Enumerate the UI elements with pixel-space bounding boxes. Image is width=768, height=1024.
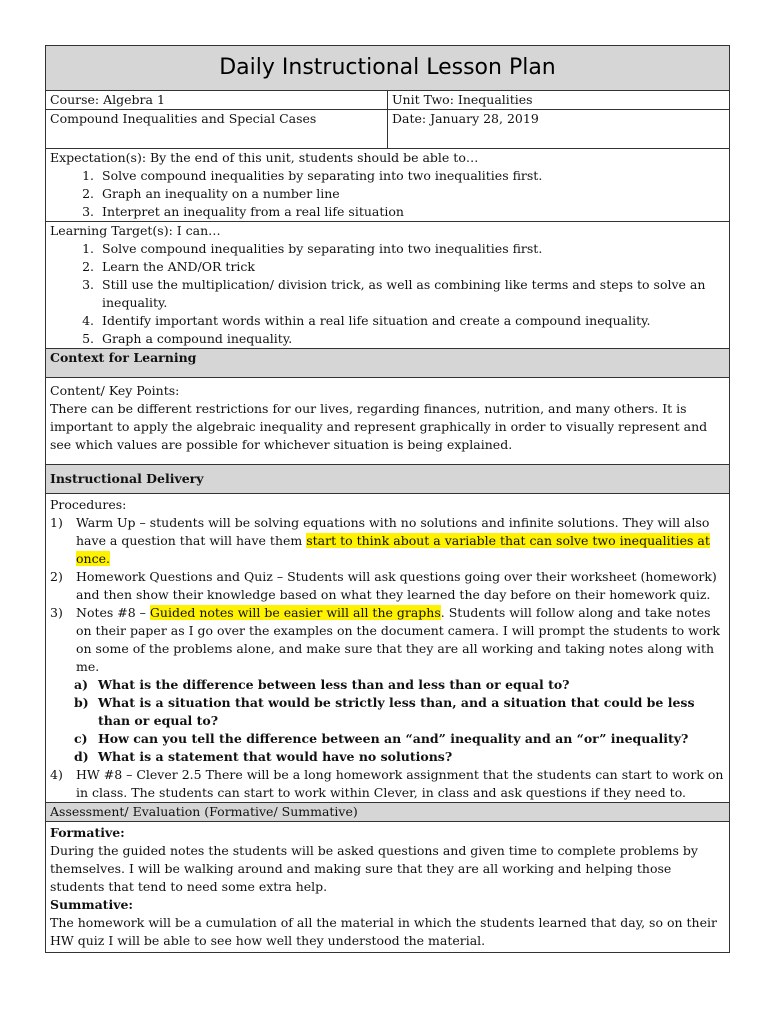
guiding-questions-list: [50, 676, 725, 766]
procedure-item: [50, 568, 725, 604]
item-number: 3): [50, 605, 63, 620]
course-cell: Course: Algebra 1: [46, 91, 388, 109]
question-item: [50, 730, 725, 748]
question-text: What is a statement that would have no solutions?: [98, 749, 453, 764]
expectations-intro: Expectation(s): By the end of this unit, students should be able to…: [50, 150, 479, 165]
list-item: 1. Solve compound inequalities by separating into two inequalities first.: [98, 167, 725, 185]
learning-targets-section: [46, 222, 729, 349]
item-letter: a): [74, 677, 89, 692]
question-text: What is the difference between less than and less than or equal to?: [98, 677, 570, 692]
lesson-title-cell: Compound Inequalities and Special Cases: [46, 110, 388, 148]
list-item: 2. Graph an inequality on a number line: [98, 185, 725, 203]
assessment-header: Assessment/ Evaluation (Formative/ Summative): [46, 803, 729, 822]
procedure-item: [50, 604, 725, 676]
procedure-item: [50, 514, 725, 568]
procedures-label: Procedures:: [50, 497, 127, 512]
list-item: 1. Solve compound inequalities by separating into two inequalities first.: [98, 240, 725, 258]
learning-targets-intro: Learning Target(s): I can…: [50, 223, 221, 238]
procedure-text: HW #8 – Clever 2.5 There will be a long homework assignment that the students can start to work on in class. The students can start to work within Clever, in class and ask questions if they need to.: [76, 767, 724, 800]
item-letter: d): [74, 749, 89, 764]
item-number: 1): [50, 515, 63, 530]
page-title: Daily Instructional Lesson Plan: [46, 46, 729, 91]
procedure-text: . Students will follow along and take notes on their paper as I go over the examples on the document camera. I will prompt the students to work on some of the problems alone, and make sure that they are all working and taking notes along with me.: [76, 605, 720, 674]
question-text: How can you tell the difference between an “and” inequality and an “or” inequality?: [98, 731, 689, 746]
question-text: What is a situation that would be strictly less than, and a situation that could be less than or equal to?: [98, 695, 695, 728]
assessment-section: [46, 822, 729, 952]
content-text: There can be different restrictions for our lives, regarding finances, nutrition, and many others. It is important to apply the algebraic inequality and represent graphically in order to visually represent and see which values are possible for whichever situation is being explained.: [50, 401, 708, 452]
course-row: [46, 91, 729, 110]
delivery-header: Instructional Delivery: [46, 465, 729, 494]
procedures-list-continued: [50, 766, 725, 802]
expectations-section: [46, 149, 729, 222]
highlighted-text: Guided notes will be easier will all the graphs: [149, 605, 441, 620]
procedure-lead: Notes #8 –: [76, 605, 150, 620]
procedure-text: Homework Questions and Quiz – Students will ask questions going over their worksheet (homework) and then show their knowledge based on what they learned the day before on their homework quiz.: [76, 569, 717, 602]
lesson-row: [46, 110, 729, 149]
formative-text: During the guided notes the students will be asked questions and given time to complete problems by themselves. I will be walking around and making sure that they are all working and helping those students that tend to need some extra help.: [50, 843, 698, 894]
item-number: 2): [50, 569, 63, 584]
list-item: 5. Graph a compound inequality.: [98, 330, 725, 348]
procedure-text: Warm Up – students will be solving equations with no solutions and infinite solutions. They will also have a question that will have them: [76, 515, 710, 548]
lesson-plan-table: [45, 45, 730, 953]
list-item: 3. Interpret an inequality from a real life situation: [98, 203, 725, 221]
unit-cell: Unit Two: Inequalities: [392, 92, 533, 107]
item-letter: c): [74, 731, 88, 746]
context-section: [46, 378, 729, 465]
list-item: 2. Learn the AND/OR trick: [98, 258, 725, 276]
item-letter: b): [74, 695, 89, 710]
question-item: [50, 748, 725, 766]
item-number: 4): [50, 767, 63, 782]
procedures-list: [50, 514, 725, 676]
learning-targets-list: [50, 240, 725, 348]
context-header: Context for Learning: [46, 349, 729, 378]
delivery-section: [46, 494, 729, 803]
formative-label: Formative:: [50, 825, 125, 840]
highlighted-text: start to think about a variable that can solve two inequalities at once.: [76, 533, 710, 566]
procedure-item: [50, 766, 725, 802]
summative-label: Summative:: [50, 897, 134, 912]
question-item: [50, 694, 725, 730]
list-item: 4. Identify important words within a real life situation and create a compound inequality.: [98, 312, 725, 330]
list-item: 3. Still use the multiplication/ division trick, as well as combining like terms and steps to solve an inequality.: [98, 276, 725, 312]
date-cell: Date: January 28, 2019: [392, 111, 539, 126]
expectations-list: [50, 167, 725, 221]
summative-text: The homework will be a cumulation of all the material in which the students learned that day, so on their HW quiz I will be able to see how well they understood the material.: [50, 915, 717, 948]
question-item: [50, 676, 725, 694]
content-label: Content/ Key Points:: [50, 383, 180, 398]
